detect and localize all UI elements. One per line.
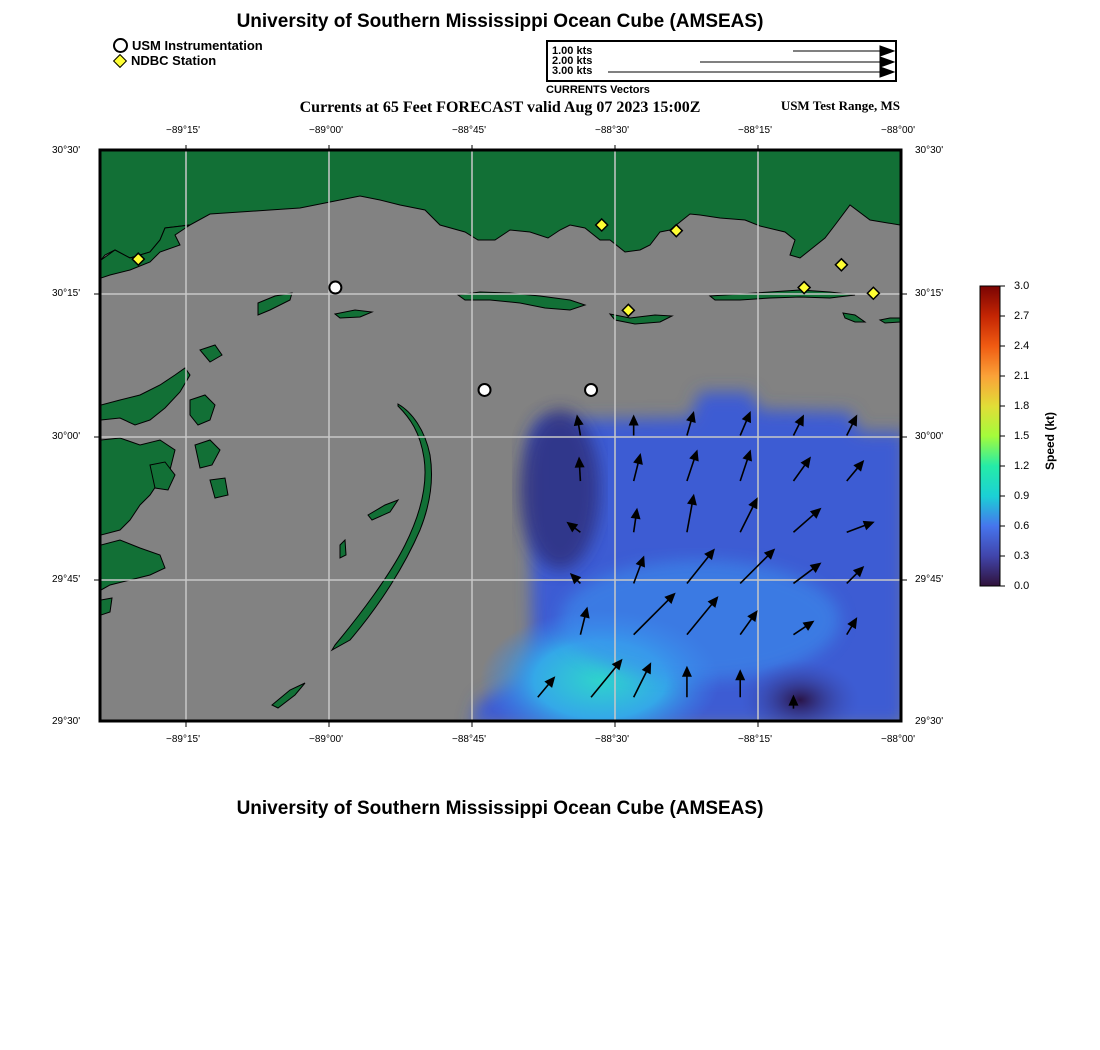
colorbar-tick-label: 0.6 [1014,520,1030,532]
lat-tick-right: 29°30' [915,716,944,727]
colorbar-tick-label: 1.2 [1014,460,1030,472]
lat-tick-left: 30°00' [52,431,81,442]
vector-key-caption: CURRENTS Vectors [546,84,650,96]
lon-tick-bottom: −88°00' [881,734,915,745]
lon-tick-top: −89°15' [166,125,200,136]
colorbar-ticks [1000,286,1005,586]
colorbar-tick-label: 3.0 [1014,280,1030,292]
footer-title: University of Southern Mississippi Ocean Cube (AMSEAS) [236,798,764,819]
colorbar-tick-label: 0.0 [1014,580,1030,592]
lon-tick-top: −88°30' [595,125,629,136]
legend-ndbc-label: NDBC Station [131,53,217,68]
lat-tick-left: 29°30' [52,716,81,727]
lat-tick-right: 30°30' [915,145,944,156]
lat-tick-right: 29°45' [915,574,944,585]
range-label: USM Test Range, MS [780,98,900,113]
colorbar-tick-label: 1.5 [1014,430,1030,442]
colorbar-tick-label: 2.4 [1014,340,1030,352]
vector-key-label-1: 1.00 kts [552,45,593,57]
lon-tick-bottom: −88°30' [595,734,629,745]
lat-tick-left: 29°45' [52,574,81,585]
colorbar-tick-label: 0.3 [1014,550,1030,562]
colorbar-tick-label: 1.8 [1014,400,1030,412]
usm-instrument-marker [329,282,341,294]
vector-key-label-2: 2.00 kts [552,55,593,67]
colorbar-tick-label: 0.9 [1014,490,1030,502]
lon-tick-top: −88°45' [452,125,486,136]
map-subtitle: Currents at 65 Feet FORECAST valid Aug 07 2023 15:00Z [299,99,701,116]
lat-tick-right: 30°00' [915,431,944,442]
lon-tick-top: −88°00' [881,125,915,136]
colorbar-tick-label: 2.1 [1014,370,1030,382]
lon-tick-top: −88°15' [738,125,772,136]
lat-tick-left: 30°30' [52,145,81,156]
map-title: University of Southern Mississippi Ocean Cube (AMSEAS) [236,11,764,32]
lat-tick-right: 30°15' [915,288,944,299]
lon-tick-bottom: −89°00' [309,734,343,745]
colorbar [980,286,1000,586]
lon-tick-bottom: −88°45' [452,734,486,745]
vector-key-label-3: 3.00 kts [552,65,593,77]
lon-tick-top: −89°00' [309,125,343,136]
usm-instrument-marker [585,384,597,396]
colorbar-title: Speed (kt) [1043,411,1057,470]
lon-tick-bottom: −89°15' [166,734,200,745]
lon-tick-bottom: −88°15' [738,734,772,745]
colorbar-tick-label: 2.7 [1014,310,1030,322]
legend-usm-label: USM Instrumentation [132,38,263,53]
lat-tick-left: 30°15' [52,288,81,299]
usm-instrument-marker [479,384,491,396]
